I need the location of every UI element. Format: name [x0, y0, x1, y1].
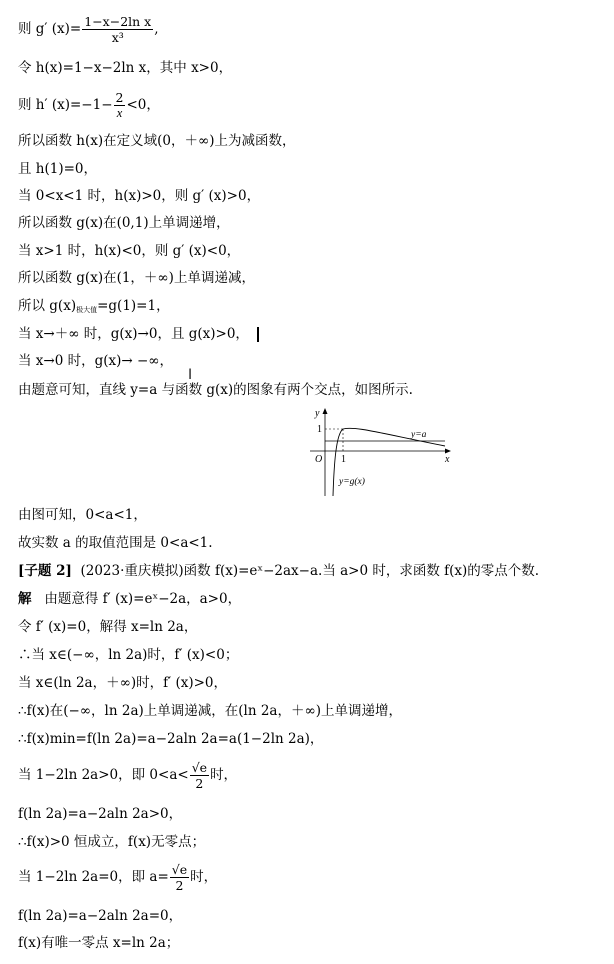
graph-label-one-x: 1: [341, 454, 346, 465]
line-22: ∴f(x)min=f(ln 2a)=a−2aln 2a=a(1−2ln 2a)，: [18, 731, 324, 747]
line-6: 当 0<x<1 时，h(x)>0，则 g′ (x)>0，: [18, 188, 261, 204]
line-19: ∴当 x∈(−∞，ln 2a)时，f′ (x)<0；: [18, 647, 239, 663]
line-18: 令 f′ (x)=0，解得 x=ln 2a，: [18, 619, 198, 635]
ibeam-cursor-icon: Ι: [188, 367, 193, 383]
fraction: $\frac{√e}{2}$: [191, 760, 208, 791]
graph-label-y: y: [315, 408, 320, 419]
line-20: 当 x∈(ln 2a，＋∞)时，f′ (x)>0，: [18, 675, 228, 691]
line-23: 当 1−2ln 2a>0，即 0<a< $\frac{√e}{2}$ 时，: [18, 760, 238, 791]
text-cursor: [257, 327, 259, 342]
line-28: f(x)有唯一零点 x=ln 2a；: [18, 935, 180, 951]
graph-label-origin: O: [315, 454, 323, 465]
line-9: 所以函数 g(x)在(1，＋∞)上单调递减，: [18, 270, 255, 286]
line-11: 当 x→＋∞ 时，g(x)→0，且 g(x)>0，: [18, 324, 259, 344]
graph-label-line: y=a: [411, 430, 427, 440]
fraction: $\frac{\text{1−x−2ln x}}{\text{x³}}$: [84, 14, 152, 45]
line-gprime: 则 g′ (x)= $\frac{\text{1−x−2ln x}}{\text{x³}}$ ,: [18, 14, 159, 45]
line-13: 由题意可知，直线 y=a 与函数 g(x)的图象有两个交点，如图所示.: [18, 382, 413, 398]
graph-label-x: x: [445, 454, 450, 465]
line-15: 故实数 a 的取值范围是 0<a<1.: [18, 535, 213, 551]
line-14: 由图可知，0<a<1，: [18, 507, 147, 523]
graph-label-curve: y=g(x): [339, 477, 365, 487]
line-10: 所以 $g(x)_{极大值}=g(1)=1$，: [18, 298, 170, 314]
function-graph: [305, 404, 455, 499]
line-26: 当 1−2ln 2a=0，即 a= $\frac{√e}{2}$ 时，: [18, 862, 218, 893]
fraction: $\frac{2}{x}$: [115, 90, 124, 120]
line-5: 且 h(1)=0，: [18, 161, 98, 177]
line-24: f(ln 2a)=a−2aln 2a>0，: [18, 806, 183, 822]
line-hprime: 则 h′ (x)=−1− $\frac{2}{x}$ <0，: [18, 90, 160, 120]
line-12: 当 x→0 时，g(x)→ −∞，: [18, 353, 174, 369]
line-solution: 解 由题意得 f′ (x)=eˣ−2a，a>0，: [18, 591, 242, 607]
line-25: ∴f(x)>0 恒成立，f(x)无零点；: [18, 834, 206, 850]
line-27: f(ln 2a)=a−2aln 2a=0，: [18, 908, 183, 924]
line-21: ∴f(x)在(−∞，ln 2a)上单调递减，在(ln 2a，＋∞)上单调递增，: [18, 703, 402, 719]
line-4: 所以函数 h(x)在定义域(0，＋∞)上为减函数，: [18, 133, 296, 149]
line-8: 当 x>1 时，h(x)<0，则 g′ (x)<0，: [18, 243, 241, 259]
fraction: $\frac{√e}{2}$: [171, 862, 188, 893]
line-h-def: 令 h(x)=1−x−2ln x，其中 x>0，: [18, 60, 233, 76]
graph-label-one-y: 1: [317, 424, 322, 435]
subproblem-heading: [子题 2] (2023·重庆模拟)函数 f(x)=eˣ−2ax−a.当 a>0 时，求函数 f(x)的零点个数.: [18, 563, 540, 579]
line-7: 所以函数 g(x)在(0,1)上单调递增，: [18, 215, 230, 231]
